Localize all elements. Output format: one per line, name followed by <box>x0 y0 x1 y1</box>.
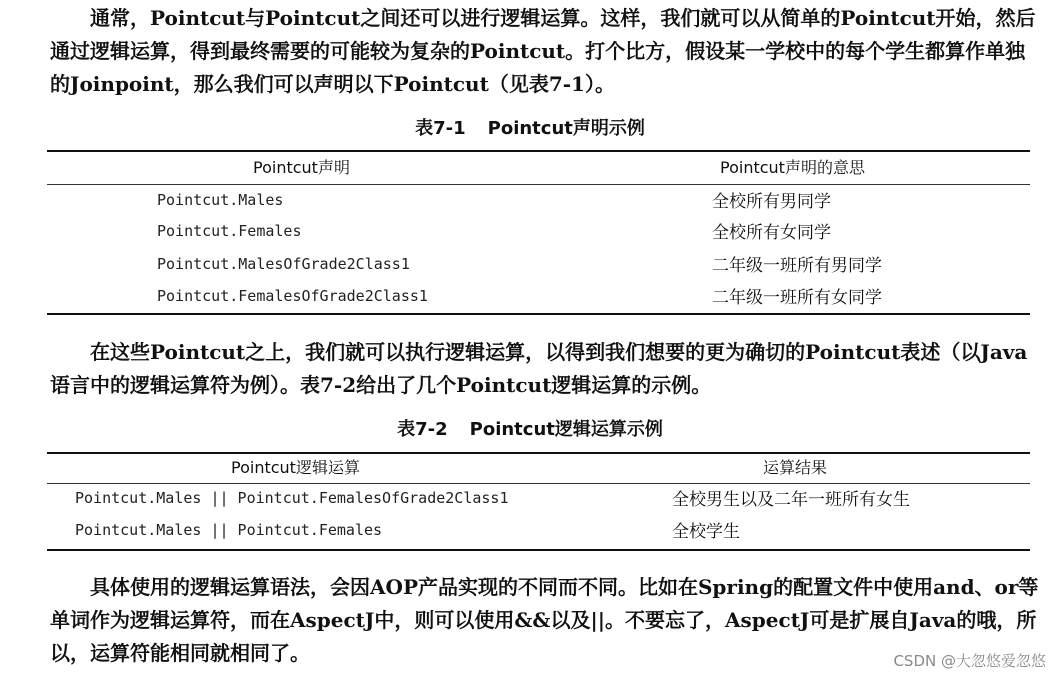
watermark: CSDN @大忽悠爱忽悠 <box>893 652 1046 670</box>
table1-bottom-rule <box>47 313 1030 315</box>
intro-paragraph-text: 通常，Pointcut与Pointcut之间还可以进行逻辑运算。这样，我们就可以从简单的Pointcut开始，然后通过逻辑运算，得到最终需要的可能较为复杂的Pointcut。打个比方，假设某一学校中的每个学生都算作单独的Joinpoint，那么我们可以声明以下Pointcut（见表7-1）。 <box>50 6 1036 96</box>
table1-row2-pointcut: Pointcut.Females <box>157 222 302 240</box>
table1-top-rule <box>47 150 1030 152</box>
table2-row1-operation: Pointcut.Males || Pointcut.FemalesOfGrade2Class1 <box>75 489 509 507</box>
table1-header-rule <box>47 184 1030 185</box>
table2-header-rule <box>47 483 1030 484</box>
intro-paragraph <box>50 2 1040 101</box>
table2-row1-result: 全校男生以及二年一班所有女生 <box>672 490 910 510</box>
table1-header-meaning: Pointcut声明的意思 <box>720 158 865 177</box>
table1-row4-pointcut: Pointcut.FemalesOfGrade2Class1 <box>157 287 428 305</box>
table2-number: 表7-2 <box>397 419 448 440</box>
table2-top-rule <box>47 452 1030 454</box>
table2-header-result: 运算结果 <box>763 458 828 477</box>
table1-row1-meaning: 全校所有男同学 <box>712 192 831 212</box>
logic-paragraph-text: 在这些Pointcut之上，我们就可以执行逻辑运算，以得到我们想要的更为确切的Pointcut表述（以Java语言中的逻辑运算符为例）。表7-2给出了几个Pointcut逻辑运算的示例。 <box>50 340 1028 397</box>
table1-caption <box>0 118 1060 140</box>
table1-row4-meaning: 二年级一班所有女同学 <box>712 288 882 308</box>
table1-row2-meaning: 全校所有女同学 <box>712 223 831 243</box>
table2-title: Pointcut逻辑运算示例 <box>469 419 663 440</box>
table1-row1-pointcut: Pointcut.Males <box>157 191 284 209</box>
syntax-paragraph-text: 具体使用的逻辑运算语法，会因AOP产品实现的不同而不同。比如在Spring的配置文件中使用and、or等单词作为逻辑运算符，而在AspectJ中，则可以使用&&以及||。不要忘了，AspectJ可是扩展自Java的哦，所以，运算符能相同就相同了。 <box>50 575 1039 665</box>
table1-number: 表7-1 <box>415 118 466 139</box>
table1-row3-meaning: 二年级一班所有男同学 <box>712 256 882 276</box>
table1-title: Pointcut声明示例 <box>487 118 645 139</box>
table2-row2-operation: Pointcut.Males || Pointcut.Females <box>75 521 383 539</box>
syntax-paragraph <box>50 571 1040 670</box>
table2-row2-result: 全校学生 <box>672 522 740 542</box>
table1-header-declaration: Pointcut声明 <box>253 158 350 177</box>
logic-paragraph <box>50 336 1040 402</box>
table2-caption <box>0 419 1060 441</box>
table2-bottom-rule <box>47 549 1030 551</box>
table2-header-operation: Pointcut逻辑运算 <box>231 458 360 477</box>
table1-row3-pointcut: Pointcut.MalesOfGrade2Class1 <box>157 255 410 273</box>
